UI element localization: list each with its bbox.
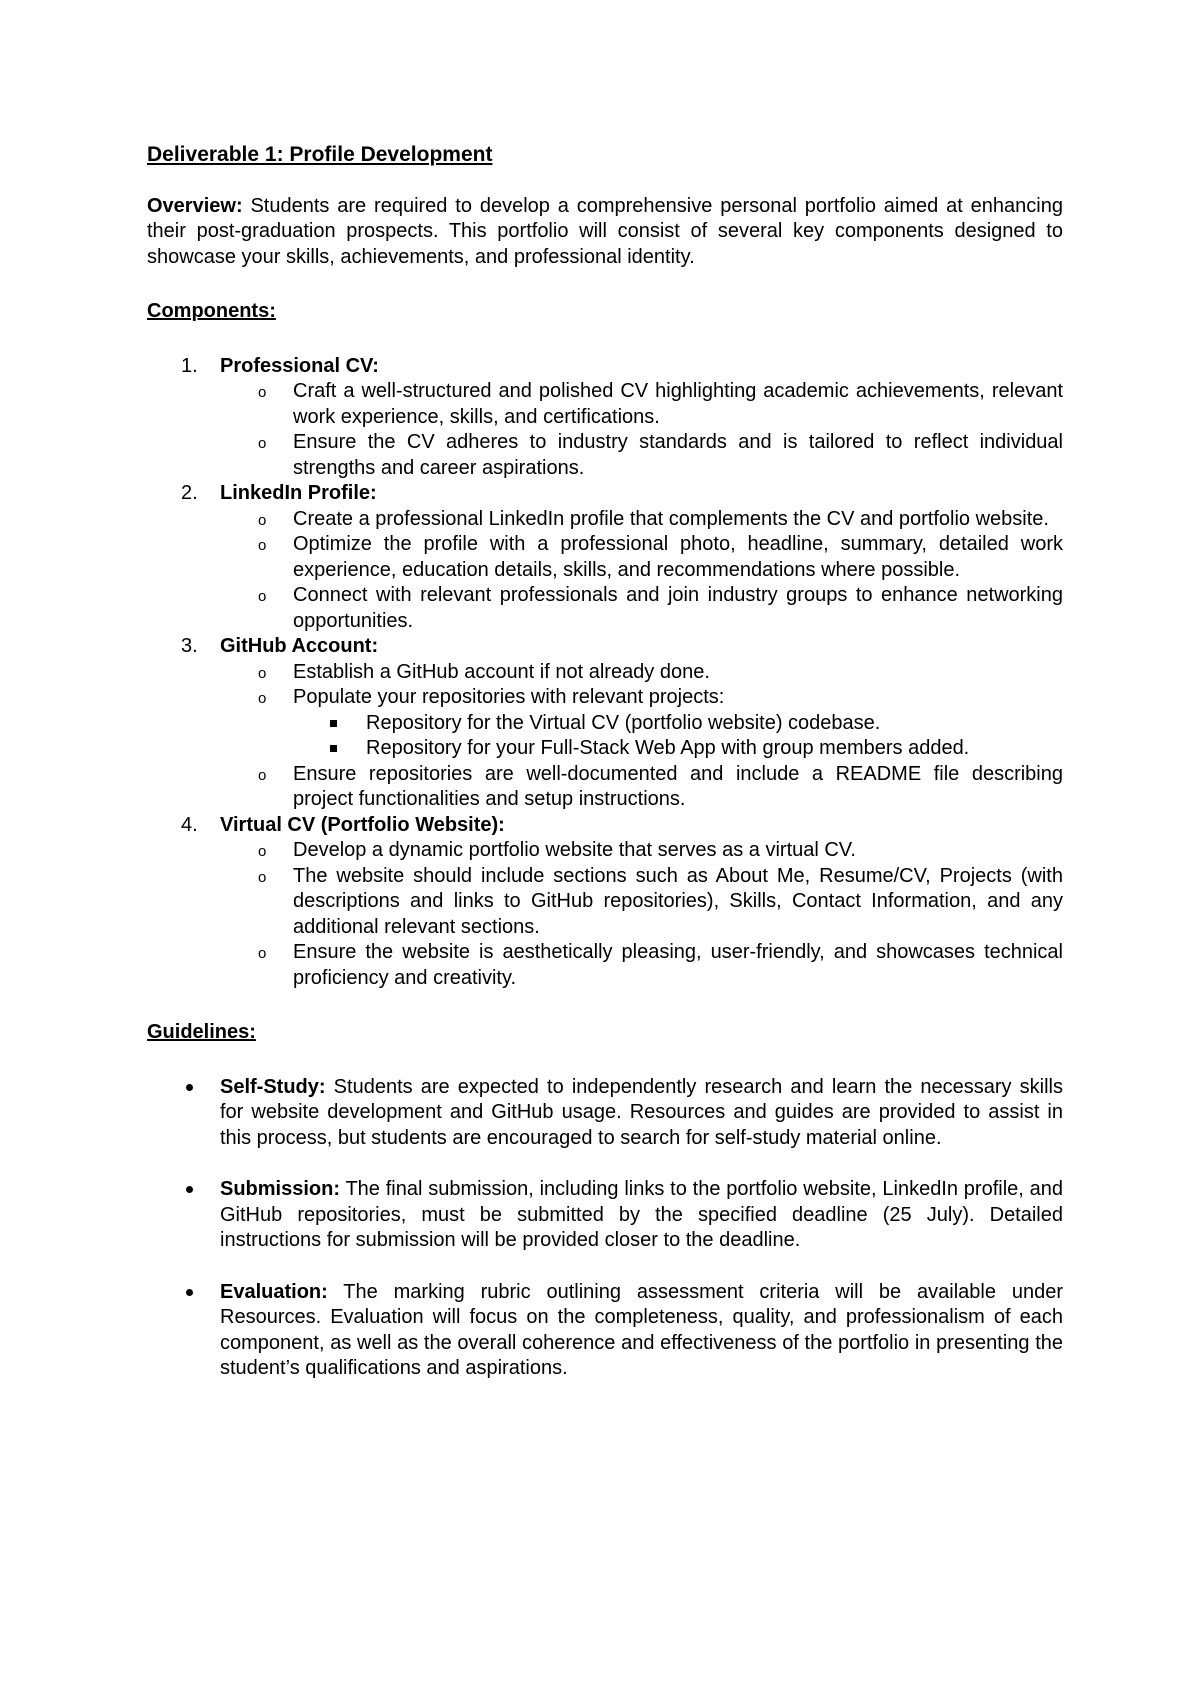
component-subitems xyxy=(220,838,1063,991)
nested-list xyxy=(220,711,1063,762)
circle-bullet-icon: o xyxy=(258,843,267,860)
guidelines-list xyxy=(147,1075,1063,1382)
guideline-label: Evaluation: xyxy=(220,1280,328,1303)
list-item xyxy=(220,864,1063,941)
list-item xyxy=(220,532,1063,583)
list-item xyxy=(220,379,1063,430)
component-subitems xyxy=(220,660,1063,813)
circle-bullet-icon: o xyxy=(258,664,267,682)
bullet-icon xyxy=(186,1084,193,1091)
guideline-text: Students are expected to independently research and learn the necessary skills for website development and GitHub usage. Resources and guides are provided to assist in this process, but students are encouraged to search for self-study material online. xyxy=(220,1075,1063,1149)
circle-bullet-icon: o xyxy=(258,511,267,529)
guideline-label: Self-Study: xyxy=(220,1075,326,1098)
list-item-text: Populate your repositories with relevant projects: xyxy=(293,686,725,708)
list-item xyxy=(220,660,1063,686)
list-item-text: Develop a dynamic portfolio website that serves as a virtual CV. xyxy=(293,839,856,861)
circle-bullet-icon: o xyxy=(258,537,267,554)
component-title: GitHub Account: xyxy=(220,635,379,657)
square-bullet-icon xyxy=(330,745,337,752)
component-subitems xyxy=(220,507,1063,635)
guideline-item xyxy=(147,1075,1063,1152)
circle-bullet-icon: o xyxy=(258,384,267,401)
list-item xyxy=(220,838,1063,864)
list-item xyxy=(220,940,1063,991)
nested-list-item xyxy=(220,711,1063,737)
guidelines-heading: Guidelines: xyxy=(147,1021,256,1043)
component-item xyxy=(147,813,1063,992)
circle-bullet-icon: o xyxy=(258,690,267,707)
nested-list-item-text: Repository for the Virtual CV (portfolio website) codebase. xyxy=(366,711,881,734)
document-page xyxy=(147,142,1063,1408)
component-number: 2. xyxy=(181,482,198,504)
component-number: 3. xyxy=(181,635,198,657)
list-item-text: Create a professional LinkedIn profile that complements the CV and portfolio website. xyxy=(293,507,1049,530)
circle-bullet-icon: o xyxy=(258,868,267,886)
components-heading: Components: xyxy=(147,300,276,322)
nested-list-item xyxy=(220,736,1063,762)
overview-label: Overview: xyxy=(147,194,243,217)
guideline-item xyxy=(147,1177,1063,1254)
overview-text: Students are required to develop a comprehensive personal portfolio aimed at enhancing their post-graduation prospects. This portfolio will consist of several key components designed to showcase your skills, achievements, and professional identity. xyxy=(147,194,1063,268)
component-title: LinkedIn Profile: xyxy=(220,482,377,504)
components-list xyxy=(147,354,1063,992)
circle-bullet-icon: o xyxy=(258,588,267,605)
component-item xyxy=(147,354,1063,482)
square-bullet-icon xyxy=(330,720,337,727)
list-item-text: Establish a GitHub account if not already done. xyxy=(293,660,710,683)
list-item-text: The website should include sections such as About Me, Resume/CV, Projects (with descriptions and links to GitHub repositories), Skills, Contact Information, and any additional relevant sections. xyxy=(293,864,1063,938)
guideline-label: Submission: xyxy=(220,1178,341,1200)
component-title: Virtual CV (Portfolio Website): xyxy=(220,813,505,836)
guideline-item xyxy=(147,1280,1063,1382)
component-number: 1. xyxy=(181,354,198,377)
list-item-text: Optimize the profile with a professional photo, headline, summary, detailed work experience, education details, skills, and recommendations where possible. xyxy=(293,533,1063,581)
list-item xyxy=(220,583,1063,634)
circle-bullet-icon: o xyxy=(258,435,267,452)
circle-bullet-icon: o xyxy=(258,766,267,784)
list-item-text: Ensure the CV adheres to industry standards and is tailored to reflect individual strengths and career aspirations. xyxy=(293,431,1063,479)
guideline-text: The marking rubric outlining assessment criteria will be available under Resources. Evaluation will focus on the completeness, quality, and professionalism of each component, as well as the overall coherence and effectiveness of the portfolio in presenting the student’s qualifications and aspirations. xyxy=(220,1280,1063,1379)
component-title: Professional CV: xyxy=(220,354,379,377)
bullet-icon xyxy=(186,1186,193,1193)
component-item xyxy=(147,481,1063,634)
guideline-text: The final submission, including links to the portfolio website, LinkedIn profile, and GitHub repositories, must be submitted by the specified deadline (25 July). Detailed instructions for submission will be provided closer to the deadline. xyxy=(220,1178,1063,1251)
document-title: Deliverable 1: Profile Development xyxy=(147,143,493,166)
nested-list-item-text: Repository for your Full-Stack Web App with group members added. xyxy=(366,737,970,759)
list-item-text: Ensure repositories are well-documented and include a README file describing project functionalities and setup instructions. xyxy=(293,762,1063,810)
list-item-text: Connect with relevant professionals and join industry groups to enhance networking opportunities. xyxy=(293,584,1063,632)
list-item xyxy=(220,430,1063,481)
component-number: 4. xyxy=(181,813,198,836)
list-item xyxy=(220,685,1063,762)
circle-bullet-icon: o xyxy=(258,945,267,962)
list-item xyxy=(220,507,1063,533)
overview-paragraph xyxy=(147,194,1063,271)
list-item-text: Ensure the website is aesthetically pleasing, user-friendly, and showcases technical proficiency and creativity. xyxy=(293,941,1063,989)
component-item xyxy=(147,634,1063,813)
list-item xyxy=(220,762,1063,813)
list-item-text: Craft a well-structured and polished CV highlighting academic achievements, relevant work experience, skills, and certifications. xyxy=(293,380,1063,428)
component-subitems xyxy=(220,379,1063,481)
bullet-icon xyxy=(186,1289,193,1296)
